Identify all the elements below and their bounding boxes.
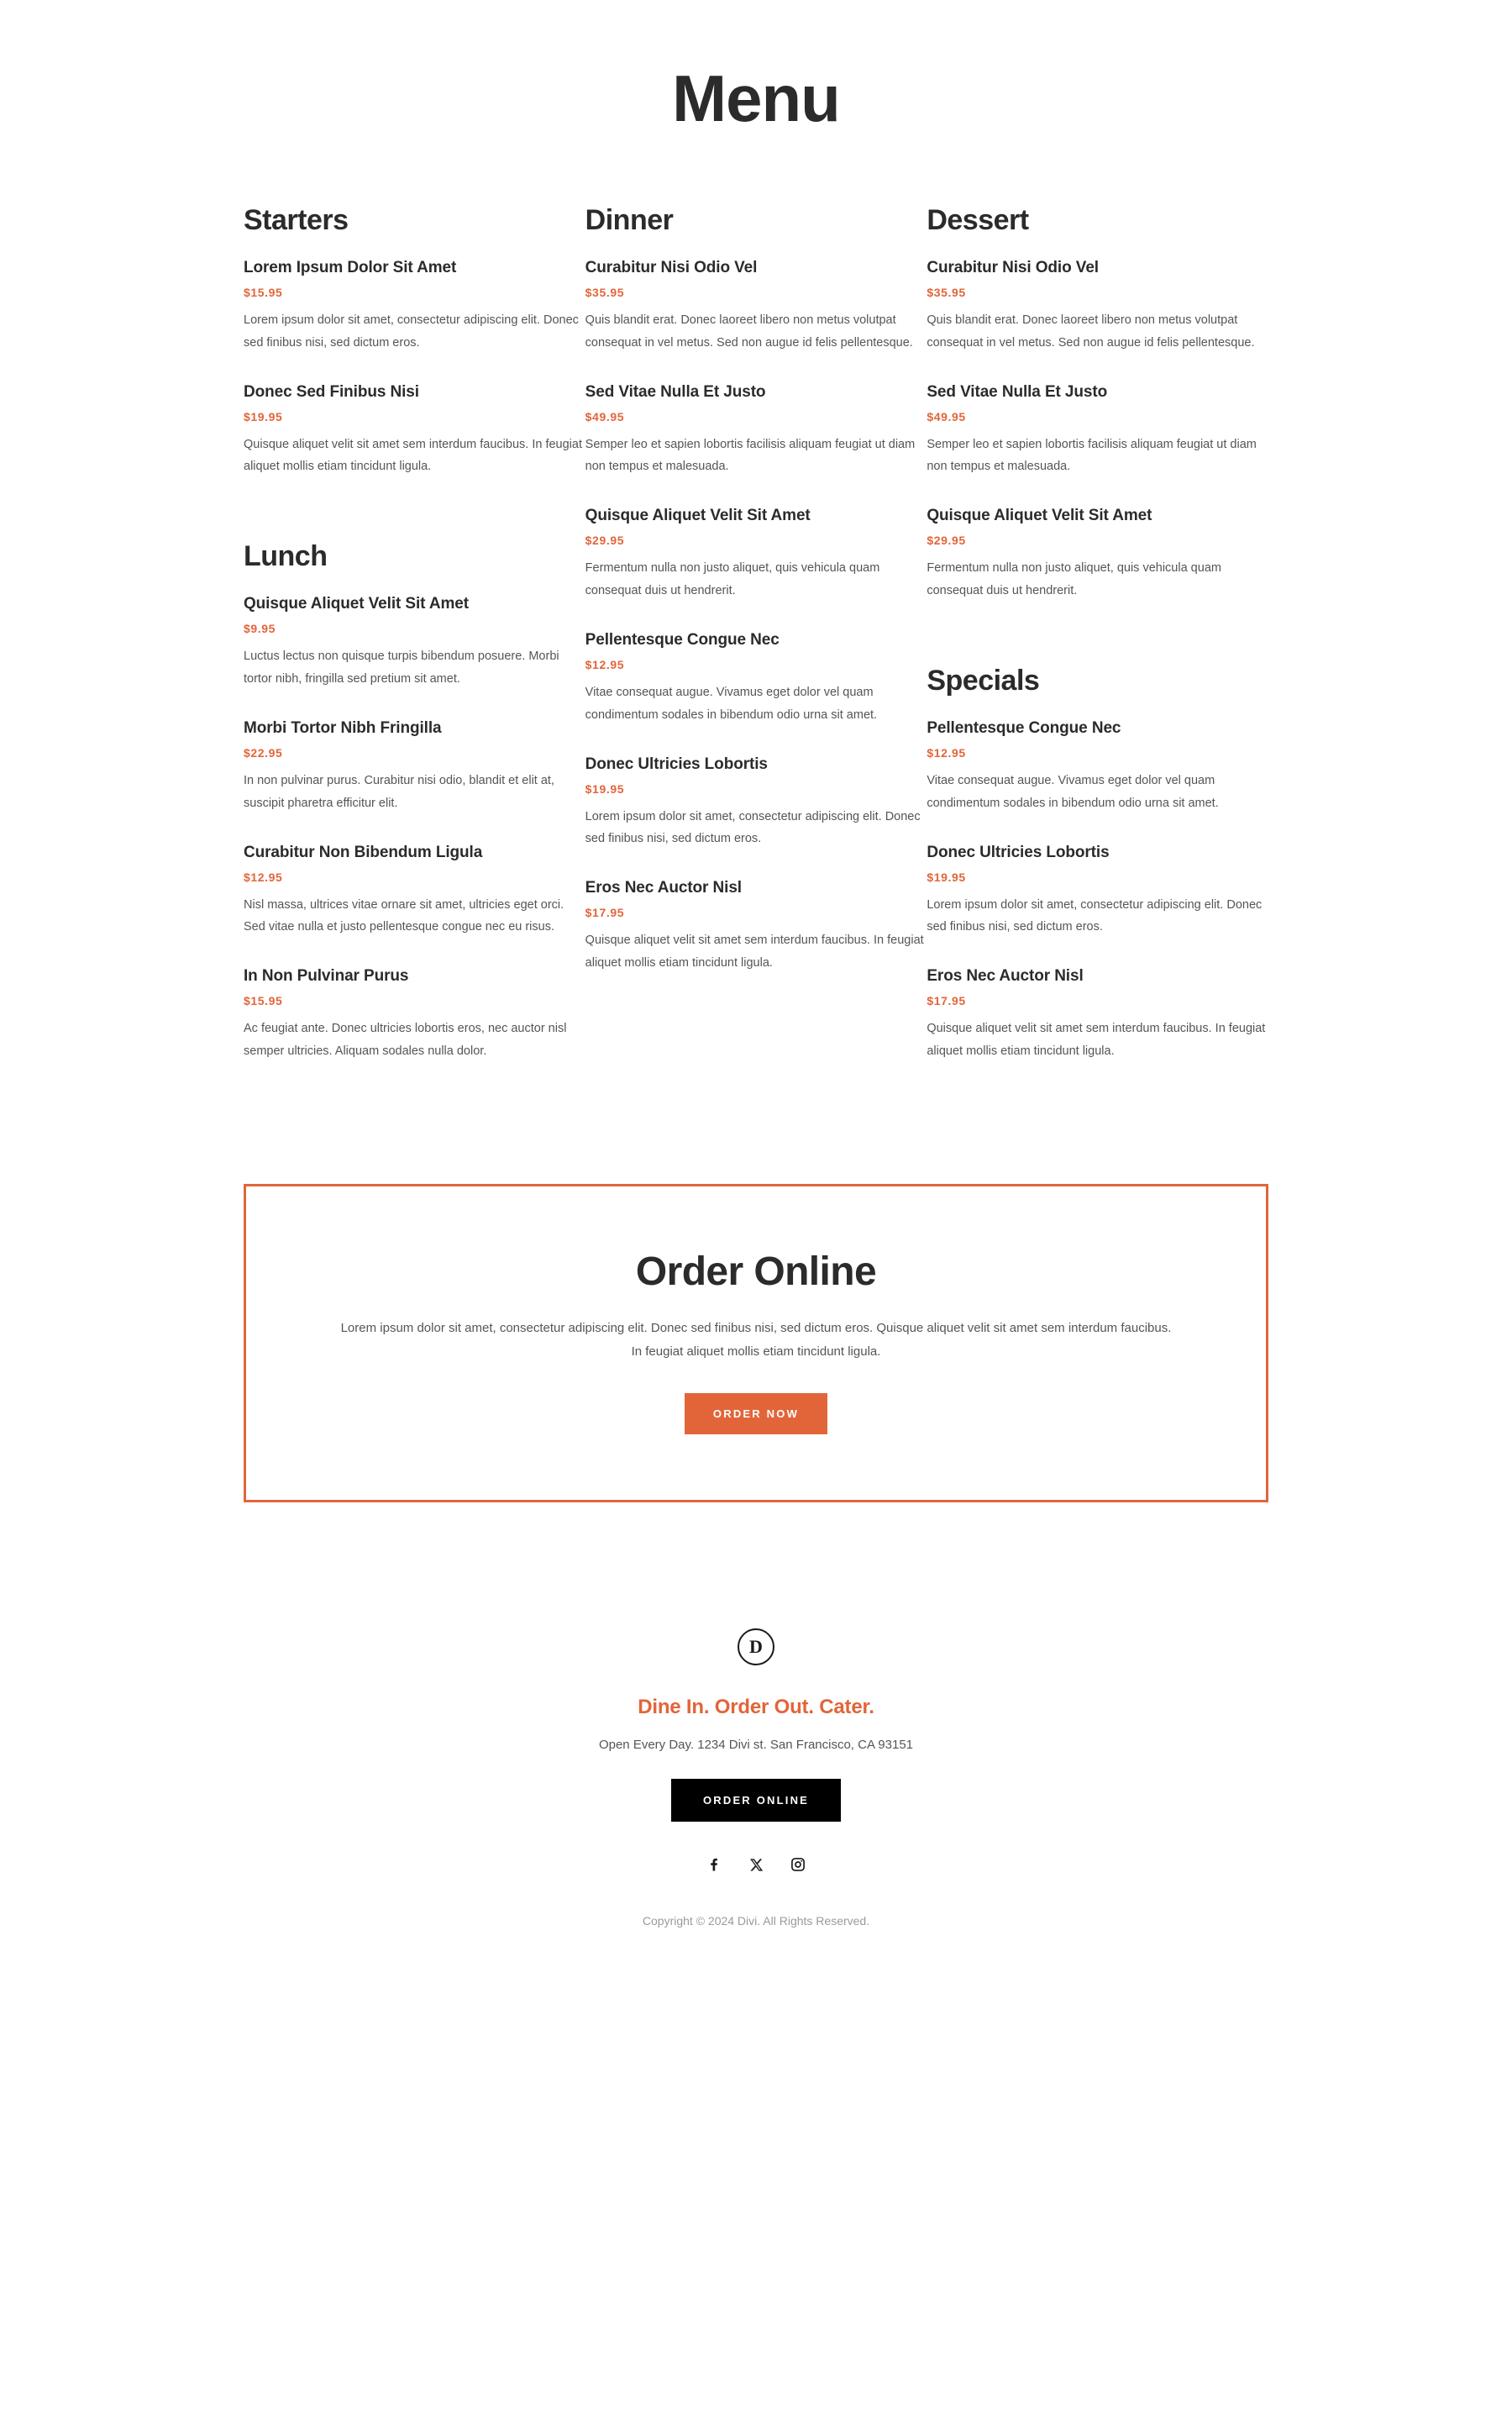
facebook-icon[interactable] (705, 1855, 723, 1874)
menu-item (927, 967, 1268, 1063)
menu-item-description: Ac feugiat ante. Donec ultricies lobortis eros, nec auctor nisl semper ultricies. Aliquam sodales nulla dolor. (244, 1022, 567, 1058)
menu-item-price: $29.95 (927, 534, 966, 548)
menu-item-name: Donec Sed Finibus Nisi (244, 382, 419, 401)
menu-item-name: Quisque Aliquet Velit Sit Amet (927, 507, 1152, 525)
menu-item (244, 719, 585, 815)
menu-item-price: $19.95 (244, 409, 283, 423)
order-online-cta (244, 1184, 1268, 1503)
menu-item-description: Fermentum nulla non justo aliquet, quis vehicula quam consequat duis ut hendrerit. (927, 561, 1221, 598)
menu-item-description: Quis blandit erat. Donec laoreet libero non metus volutpat consequat in vel metus. Sed non augue id felis pellentesque. (585, 313, 913, 350)
menu-item (244, 967, 585, 1063)
menu-item-name: Sed Vitae Nulla Et Justo (927, 382, 1108, 401)
instagram-icon[interactable] (789, 1855, 807, 1874)
menu-item (244, 595, 585, 691)
menu-section-title: Dessert (927, 204, 1029, 236)
order-now-button[interactable]: ORDER NOW (685, 1393, 827, 1434)
menu-item-description: Semper leo et sapien lobortis facilisis aliquam feugiat ut diam non tempus et malesuada. (927, 437, 1257, 474)
menu-item-description: Quis blandit erat. Donec laoreet libero non metus volutpat consequat in vel metus. Sed non augue id felis pellentesque. (927, 313, 1255, 350)
menu-section-title: Specials (927, 664, 1040, 697)
menu-item-description: Vitae consequat augue. Vivamus eget dolor vel quam condimentum sodales in bibendum odio urna sit amet. (585, 685, 878, 722)
menu-item-description: Lorem ipsum dolor sit amet, consectetur adipiscing elit. Donec sed finibus nisi, sed dictum eros. (244, 313, 579, 350)
menu-item-price: $19.95 (927, 870, 966, 884)
menu-item-name: Curabitur Nisi Odio Vel (927, 259, 1099, 276)
page-title: Menu (672, 61, 840, 135)
menu-column-3 (927, 204, 1268, 1091)
menu-item (927, 719, 1268, 815)
menu-section-title: Dinner (585, 204, 674, 236)
menu-item-name: Eros Nec Auctor Nisl (585, 879, 742, 897)
menu-item-name: Quisque Aliquet Velit Sit Amet (585, 507, 811, 525)
menu-item-name: Lorem Ipsum Dolor Sit Amet (244, 259, 457, 276)
menu-item (585, 755, 927, 851)
divi-logo-icon: D (738, 1628, 774, 1665)
menu-item (585, 383, 927, 479)
menu-item-price: $12.95 (927, 745, 966, 760)
cta-title: Order Online (635, 1249, 877, 1294)
menu-item-price: $29.95 (585, 534, 625, 548)
menu-item-price: $12.95 (585, 657, 625, 671)
menu-item-description: Fermentum nulla non justo aliquet, quis vehicula quam consequat duis ut hendrerit. (585, 561, 880, 598)
menu-item-price: $12.95 (244, 870, 283, 884)
menu-item-name: Morbi Tortor Nibh Fringilla (244, 718, 442, 737)
menu-item (585, 507, 927, 602)
menu-item-description: Quisque aliquet velit sit amet sem interdum faucibus. In feugiat aliquet mollis etiam tincidunt ligula. (927, 1022, 1266, 1058)
menu-item (927, 844, 1268, 939)
menu-item (585, 259, 927, 355)
footer-address: Open Every Day. 1234 Divi st. San Francisco, CA 93151 (598, 1738, 914, 1753)
footer-tagline: Dine In. Order Out. Cater. (638, 1696, 874, 1719)
menu-column-2 (585, 204, 927, 1091)
menu-item (585, 631, 927, 727)
menu-item (244, 844, 585, 939)
menu-item-description: In non pulvinar purus. Curabitur nisi odio, blandit et elit at, suscipit pharetra efficitur elit. (244, 773, 554, 810)
menu-item-name: Pellentesque Congue Nec (585, 630, 780, 649)
menu-item-description: Quisque aliquet velit sit amet sem interdum faucibus. In feugiat aliquet mollis etiam tincidunt ligula. (585, 934, 924, 970)
menu-item-description: Vitae consequat augue. Vivamus eget dolor vel quam condimentum sodales in bibendum odio urna sit amet. (927, 773, 1219, 810)
menu-item-price: $17.95 (927, 994, 966, 1008)
menu-item-price: $22.95 (244, 745, 283, 760)
menu-item (585, 879, 927, 975)
menu-columns (0, 204, 1512, 1091)
menu-item-description: Lorem ipsum dolor sit amet, consectetur adipiscing elit. Donec sed finibus nisi, sed dictum eros. (927, 897, 1263, 934)
menu-column-1 (244, 204, 585, 1091)
menu-item-description: Semper leo et sapien lobortis facilisis aliquam feugiat ut diam non tempus et malesuada. (585, 437, 916, 474)
social-links (0, 1855, 1512, 1874)
footer (0, 1628, 1512, 1928)
menu-item-name: Sed Vitae Nulla Et Justo (585, 382, 766, 401)
menu-item-price: $49.95 (927, 409, 966, 423)
menu-item-name: Curabitur Non Bibendum Ligula (244, 843, 483, 861)
menu-section-title: Lunch (244, 540, 328, 573)
menu-item-name: In Non Pulvinar Purus (244, 967, 409, 986)
menu-item-name: Pellentesque Congue Nec (927, 718, 1121, 737)
x-icon[interactable] (747, 1855, 765, 1874)
menu-item-price: $35.95 (927, 286, 966, 299)
order-online-button[interactable]: ORDER ONLINE (671, 1779, 841, 1822)
menu-item-description: Lorem ipsum dolor sit amet, consectetur adipiscing elit. Donec sed finibus nisi, sed dictum eros. (585, 809, 921, 846)
menu-item (244, 383, 585, 479)
cta-description: Lorem ipsum dolor sit amet, consectetur adipiscing elit. Donec sed finibus nisi, sed dictum eros. Quisque aliquet velit sit amet sem interdum faucibus. In feugiat aliquet mollis etiam tincidunt ligula. (340, 1320, 1172, 1359)
menu-item-price: $19.95 (585, 781, 625, 796)
menu-item-price: $35.95 (585, 286, 625, 299)
menu-item-name: Quisque Aliquet Velit Sit Amet (244, 595, 469, 613)
menu-item-price: $15.95 (244, 994, 283, 1008)
menu-item-description: Luctus lectus non quisque turpis bibendum posuere. Morbi tortor nibh, fringilla sed pretium sit amet. (244, 650, 559, 686)
menu-item-name: Donec Ultricies Lobortis (585, 755, 768, 773)
menu-item (927, 507, 1268, 602)
menu-item-name: Curabitur Nisi Odio Vel (585, 259, 758, 276)
menu-item-price: $17.95 (585, 906, 625, 920)
menu-item-name: Donec Ultricies Lobortis (927, 843, 1110, 861)
menu-item-description: Nisl massa, ultrices vitae ornare sit amet, ultricies eget orci. Sed vitae nulla et justo pellentesque congue nec eu risus. (244, 897, 564, 934)
menu-item (244, 259, 585, 355)
menu-item (927, 259, 1268, 355)
menu-item (927, 383, 1268, 479)
menu-section-title: Starters (244, 204, 349, 236)
menu-item-price: $15.95 (244, 286, 283, 299)
menu-item-name: Eros Nec Auctor Nisl (927, 967, 1084, 986)
menu-item-description: Quisque aliquet velit sit amet sem interdum faucibus. In feugiat aliquet mollis etiam tincidunt ligula. (244, 437, 582, 474)
menu-item-price: $9.95 (244, 622, 276, 636)
copyright-text: Copyright © 2024 Divi. All Rights Reserved. (642, 1914, 870, 1928)
menu-item-price: $49.95 (585, 409, 625, 423)
